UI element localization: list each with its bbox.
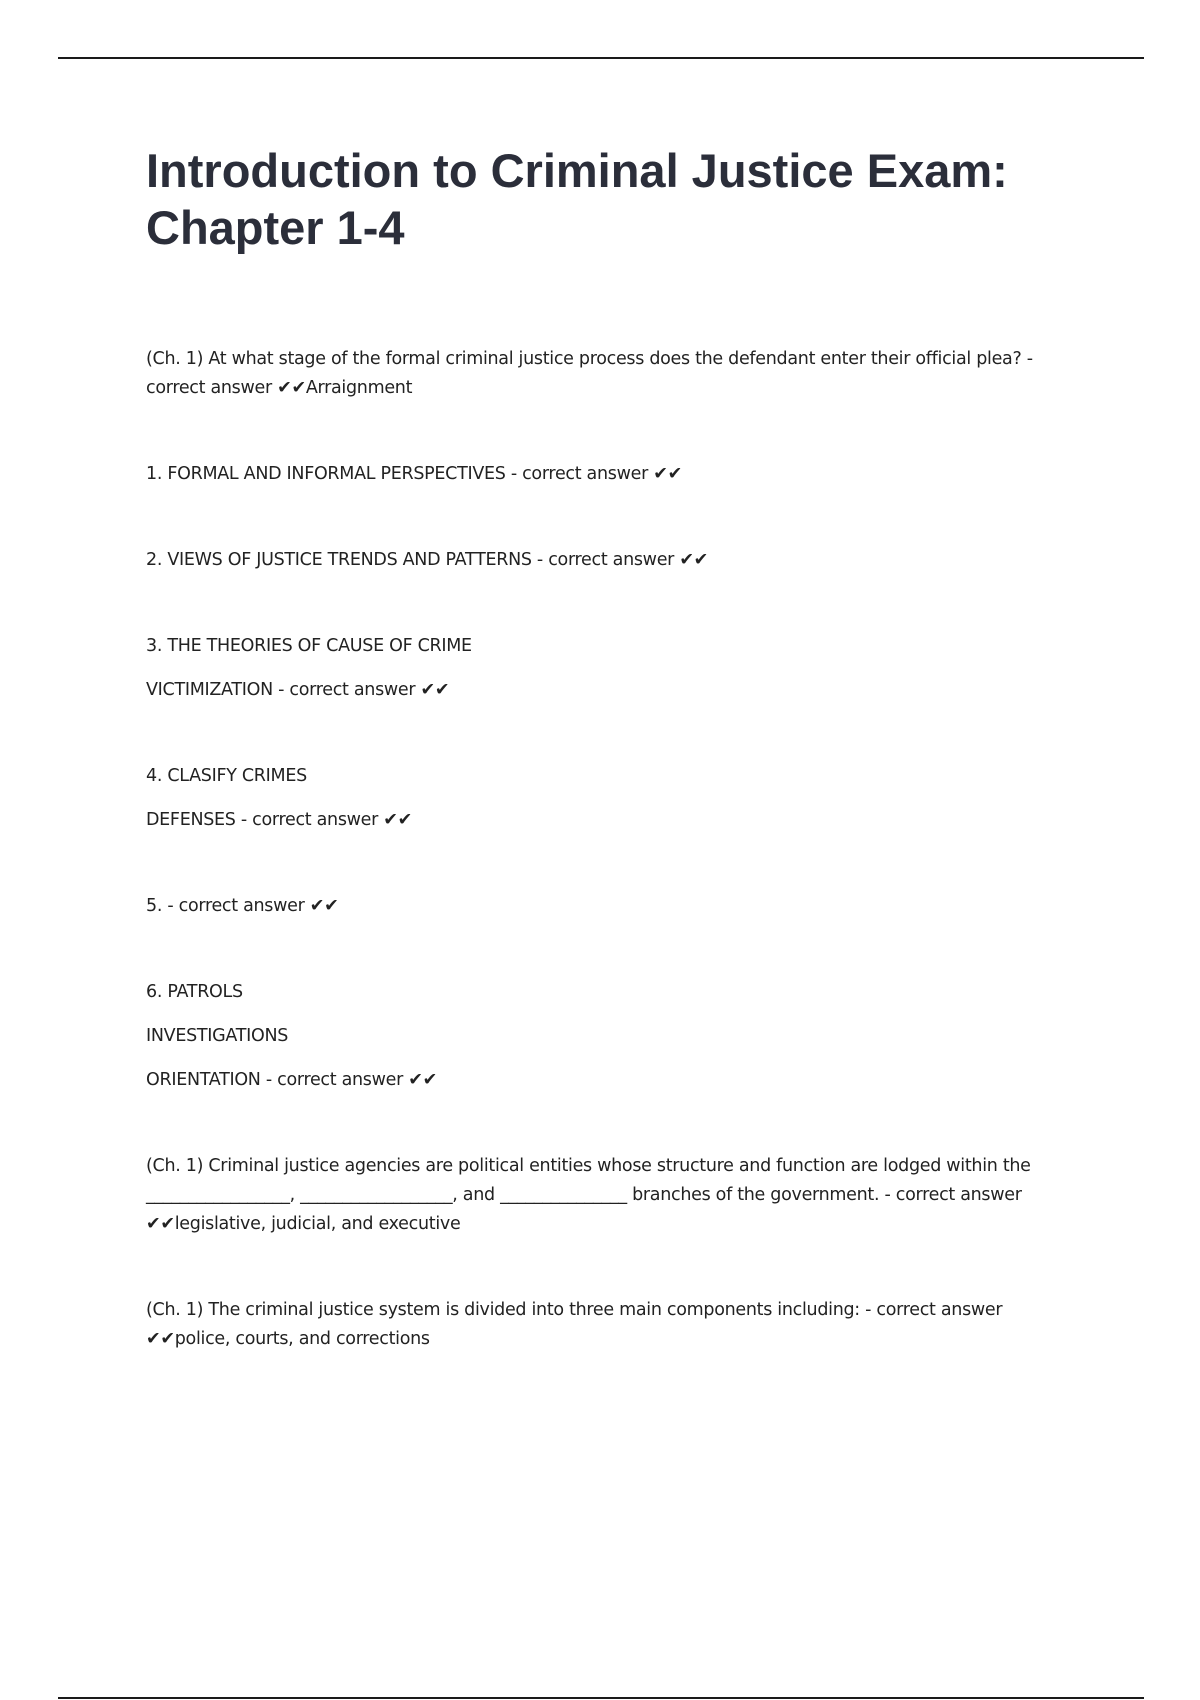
question-text: 4. CLASIFY CRIMES [146, 766, 307, 786]
question-block [146, 1152, 1091, 1239]
question-text: (Ch. 1) Criminal justice agencies are political entities whose structure and function are lodged within the _________________, __________________, and _______________ branches of the government. - correct answer ✔✔legislative, judicial, and executive [146, 1156, 1031, 1234]
question-text: 5. - correct answer ✔✔ [146, 896, 339, 916]
question-block [146, 546, 1091, 575]
question-block [146, 632, 1091, 705]
question-block [146, 1296, 1091, 1354]
top-rule [58, 57, 1144, 59]
bottom-rule [58, 1697, 1144, 1699]
question-text: (Ch. 1) At what stage of the formal criminal justice process does the defendant enter their official plea? - correct answer ✔✔Arraignment [146, 349, 1033, 398]
question-text: VICTIMIZATION - correct answer ✔✔ [146, 680, 450, 700]
document-title: Introduction to Criminal Justice Exam: Chapter 1-4 [146, 144, 1008, 254]
question-text: 3. THE THEORIES OF CAUSE OF CRIME [146, 636, 472, 656]
question-text: 1. FORMAL AND INFORMAL PERSPECTIVES - correct answer ✔✔ [146, 464, 682, 484]
question-block [146, 978, 1091, 1095]
question-text: DEFENSES - correct answer ✔✔ [146, 810, 412, 830]
question-text: ORIENTATION - correct answer ✔✔ [146, 1070, 437, 1090]
question-text: 6. PATROLS [146, 982, 243, 1002]
question-text: INVESTIGATIONS [146, 1026, 289, 1046]
question-text: 2. VIEWS OF JUSTICE TRENDS AND PATTERNS - correct answer ✔✔ [146, 550, 709, 570]
document-body [146, 345, 1091, 1411]
question-block [146, 345, 1091, 403]
question-block [146, 460, 1091, 489]
question-block [146, 892, 1091, 921]
question-text: (Ch. 1) The criminal justice system is divided into three main components including: - correct answer ✔✔police, courts, and corrections [146, 1300, 1003, 1349]
question-block [146, 762, 1091, 835]
